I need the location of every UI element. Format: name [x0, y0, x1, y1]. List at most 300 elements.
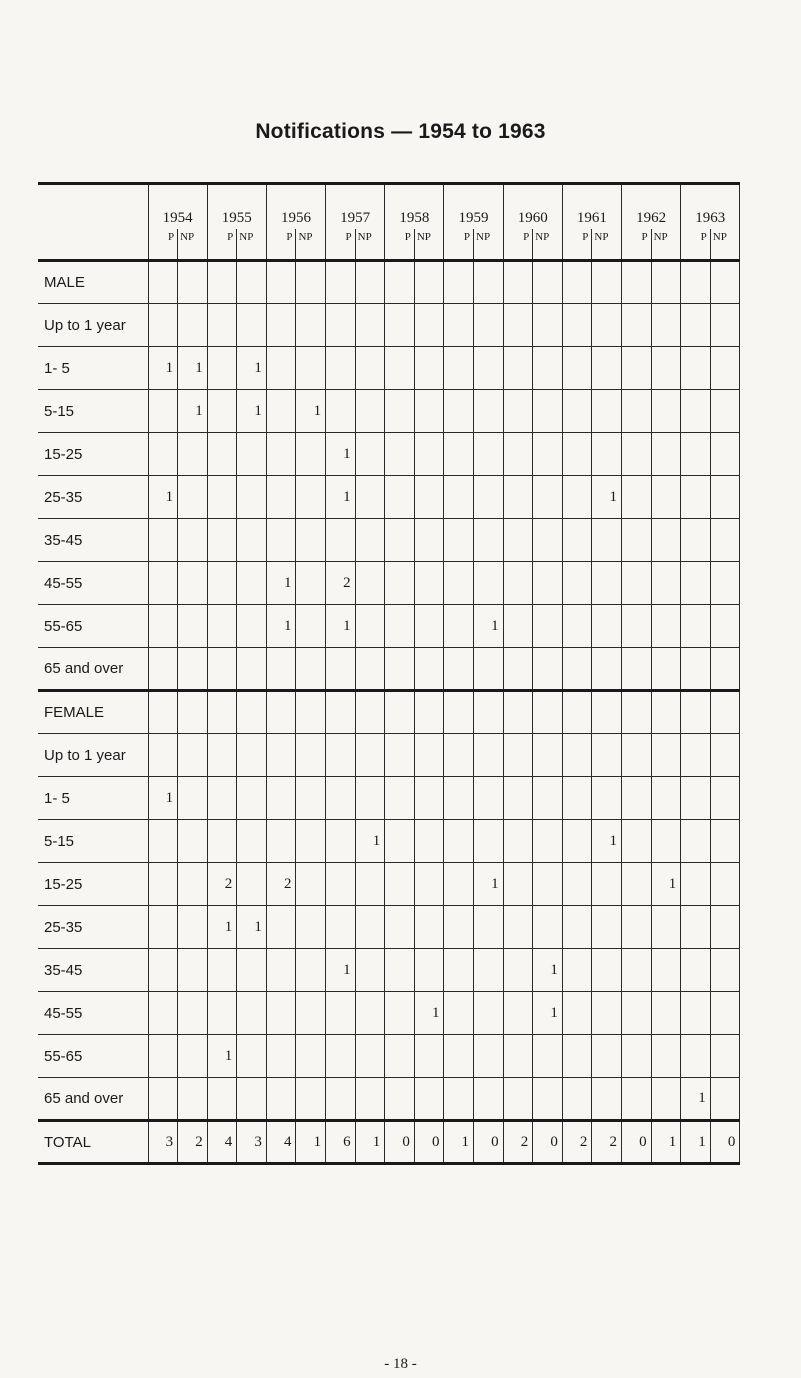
- table-cell: [592, 1035, 622, 1078]
- table-cell: [266, 906, 296, 949]
- table-cell: [178, 433, 208, 476]
- table-row: [38, 519, 740, 562]
- table-cell: 1: [681, 1121, 711, 1164]
- table-cell: [651, 949, 681, 992]
- table-cell: [681, 691, 711, 734]
- table-cell: [592, 519, 622, 562]
- table-cell: [503, 1078, 533, 1121]
- table-cell: [533, 820, 563, 863]
- table-cell: [266, 390, 296, 433]
- table-cell: [207, 519, 237, 562]
- table-cell: [651, 906, 681, 949]
- table-header: [38, 184, 740, 261]
- table-cell: [622, 992, 652, 1035]
- table-cell: [592, 949, 622, 992]
- row-label: 5-15: [38, 820, 148, 863]
- table-cell: [562, 261, 592, 304]
- table-cell: [651, 734, 681, 777]
- table-cell: [533, 433, 563, 476]
- table-cell: 2: [326, 562, 356, 605]
- table-cell: [355, 949, 385, 992]
- table-cell: [503, 1035, 533, 1078]
- table-cell: [444, 390, 474, 433]
- table-cell: [266, 648, 296, 691]
- table-cell: [444, 519, 474, 562]
- table-cell: [444, 304, 474, 347]
- table-row: [38, 347, 740, 390]
- np-subheader: NP: [533, 229, 563, 261]
- table-cell: 0: [710, 1121, 740, 1164]
- table-cell: [533, 304, 563, 347]
- table-cell: [444, 1035, 474, 1078]
- table-cell: [355, 734, 385, 777]
- table-cell: [503, 906, 533, 949]
- table-cell: [266, 691, 296, 734]
- table-cell: [474, 949, 504, 992]
- table-cell: [533, 734, 563, 777]
- table-cell: [237, 863, 267, 906]
- table-cell: [355, 1035, 385, 1078]
- page-title: Notifications — 1954 to 1963: [255, 120, 546, 143]
- table-cell: [385, 992, 415, 1035]
- table-cell: [178, 734, 208, 777]
- row-label: 55-65: [38, 1035, 148, 1078]
- table-cell: [237, 734, 267, 777]
- table-cell: [355, 261, 385, 304]
- table-row: [38, 1078, 740, 1121]
- table-cell: 1: [592, 820, 622, 863]
- table-cell: [710, 949, 740, 992]
- table-cell: [710, 691, 740, 734]
- table-cell: [562, 648, 592, 691]
- table-cell: 0: [533, 1121, 563, 1164]
- table-cell: [503, 777, 533, 820]
- table-cell: [237, 949, 267, 992]
- p-subheader: P: [326, 229, 356, 261]
- table-cell: [414, 433, 444, 476]
- table-cell: [148, 906, 178, 949]
- table-cell: [503, 304, 533, 347]
- table-cell: [148, 519, 178, 562]
- table-cell: [266, 304, 296, 347]
- table-cell: [533, 648, 563, 691]
- table-cell: 3: [148, 1121, 178, 1164]
- table-cell: [710, 304, 740, 347]
- table-cell: [444, 562, 474, 605]
- table-cell: [148, 304, 178, 347]
- table-cell: 1: [651, 1121, 681, 1164]
- table-cell: [592, 261, 622, 304]
- table-cell: [474, 304, 504, 347]
- table-cell: 1: [474, 605, 504, 648]
- table-cell: [444, 734, 474, 777]
- table-cell: [622, 304, 652, 347]
- table-cell: [651, 992, 681, 1035]
- table-cell: [651, 1035, 681, 1078]
- table-cell: [178, 992, 208, 1035]
- table-cell: [710, 347, 740, 390]
- table-cell: 1: [326, 949, 356, 992]
- table-cell: [533, 390, 563, 433]
- table-cell: 1: [178, 347, 208, 390]
- table-cell: 1: [474, 863, 504, 906]
- table-cell: [592, 562, 622, 605]
- table-cell: 2: [207, 863, 237, 906]
- table-cell: [385, 261, 415, 304]
- table-cell: [207, 691, 237, 734]
- table-cell: [681, 347, 711, 390]
- table-cell: 4: [266, 1121, 296, 1164]
- table-cell: [592, 1078, 622, 1121]
- table-cell: [207, 992, 237, 1035]
- table-cell: [592, 605, 622, 648]
- table-cell: [503, 261, 533, 304]
- table-cell: 1: [266, 605, 296, 648]
- table-cell: [474, 347, 504, 390]
- table-cell: [681, 648, 711, 691]
- table-cell: [385, 1078, 415, 1121]
- table-cell: [355, 863, 385, 906]
- table-cell: [622, 734, 652, 777]
- table-cell: [355, 648, 385, 691]
- table-cell: [178, 605, 208, 648]
- table-cell: 0: [385, 1121, 415, 1164]
- table-cell: [266, 519, 296, 562]
- table-cell: [266, 820, 296, 863]
- year-header: 1962: [622, 184, 681, 230]
- table-cell: [266, 992, 296, 1035]
- row-label: MALE: [38, 261, 148, 304]
- table-cell: [296, 1035, 326, 1078]
- row-label: Up to 1 year: [38, 734, 148, 777]
- table-cell: [503, 691, 533, 734]
- table-cell: [414, 777, 444, 820]
- table-cell: [622, 906, 652, 949]
- table-cell: [651, 476, 681, 519]
- table-cell: [622, 347, 652, 390]
- table-cell: 1: [266, 562, 296, 605]
- table-cell: [266, 347, 296, 390]
- table-cell: [296, 1078, 326, 1121]
- table-row: [38, 648, 740, 691]
- p-subheader: P: [207, 229, 237, 261]
- table-cell: 1: [326, 476, 356, 519]
- table-cell: [710, 1035, 740, 1078]
- table-cell: [414, 562, 444, 605]
- table-cell: [296, 820, 326, 863]
- table-cell: [710, 476, 740, 519]
- table-row: [38, 820, 740, 863]
- table-cell: 1: [237, 390, 267, 433]
- year-header: 1959: [444, 184, 503, 230]
- year-header: 1954: [148, 184, 207, 230]
- row-label: 55-65: [38, 605, 148, 648]
- p-subheader: P: [503, 229, 533, 261]
- table-row: [38, 476, 740, 519]
- table-cell: [266, 476, 296, 519]
- table-cell: [592, 734, 622, 777]
- table-cell: [326, 519, 356, 562]
- table-cell: [474, 906, 504, 949]
- table-cell: [651, 390, 681, 433]
- row-label: 45-55: [38, 992, 148, 1035]
- table-cell: [178, 777, 208, 820]
- table-cell: 2: [266, 863, 296, 906]
- table-cell: [503, 562, 533, 605]
- table-cell: [562, 820, 592, 863]
- table-cell: [237, 1035, 267, 1078]
- table-cell: [148, 562, 178, 605]
- table-row: [38, 863, 740, 906]
- table-cell: [237, 691, 267, 734]
- table-cell: [178, 820, 208, 863]
- table-cell: [444, 1078, 474, 1121]
- table-cell: [266, 734, 296, 777]
- table-cell: [503, 734, 533, 777]
- table-cell: [148, 820, 178, 863]
- table-row: [38, 1035, 740, 1078]
- table-cell: [592, 433, 622, 476]
- table-cell: [207, 734, 237, 777]
- table-cell: [148, 691, 178, 734]
- table-cell: [266, 949, 296, 992]
- table-cell: [355, 304, 385, 347]
- table-cell: [474, 1035, 504, 1078]
- table-cell: [592, 347, 622, 390]
- table-cell: 2: [592, 1121, 622, 1164]
- table-cell: [296, 777, 326, 820]
- table-cell: [592, 648, 622, 691]
- table-cell: 1: [355, 820, 385, 863]
- table-cell: [414, 519, 444, 562]
- table-cell: [444, 691, 474, 734]
- table-cell: [681, 433, 711, 476]
- table-cell: [503, 648, 533, 691]
- table-cell: 1: [207, 1035, 237, 1078]
- table-cell: [207, 347, 237, 390]
- table-cell: [178, 949, 208, 992]
- table-cell: [562, 863, 592, 906]
- table-cell: [681, 992, 711, 1035]
- table-cell: [444, 863, 474, 906]
- table-cell: [444, 605, 474, 648]
- table-cell: [681, 476, 711, 519]
- table-cell: [385, 863, 415, 906]
- table-cell: 2: [562, 1121, 592, 1164]
- table-cell: [710, 519, 740, 562]
- row-label: 25-35: [38, 476, 148, 519]
- table-cell: [355, 562, 385, 605]
- table-cell: [651, 562, 681, 605]
- table-cell: [592, 863, 622, 906]
- table-cell: [503, 992, 533, 1035]
- table-cell: [237, 820, 267, 863]
- row-label: 65 and over: [38, 1078, 148, 1121]
- table-cell: [326, 906, 356, 949]
- table-cell: [414, 605, 444, 648]
- table-cell: [710, 734, 740, 777]
- table-cell: [681, 562, 711, 605]
- table-cell: 3: [237, 1121, 267, 1164]
- table-cell: [237, 261, 267, 304]
- table-cell: [414, 691, 444, 734]
- table-cell: [622, 777, 652, 820]
- table-cell: [414, 734, 444, 777]
- table-cell: [237, 476, 267, 519]
- table-cell: [207, 777, 237, 820]
- table-cell: [710, 648, 740, 691]
- table-cell: [562, 605, 592, 648]
- table-cell: [533, 691, 563, 734]
- table-cell: [562, 1078, 592, 1121]
- table-cell: [533, 906, 563, 949]
- np-subheader: NP: [355, 229, 385, 261]
- table-cell: [296, 562, 326, 605]
- table-cell: [651, 433, 681, 476]
- np-subheader: NP: [651, 229, 681, 261]
- table-row: [38, 906, 740, 949]
- year-header: 1956: [266, 184, 325, 230]
- table-cell: [178, 261, 208, 304]
- table-cell: [178, 476, 208, 519]
- table-cell: [296, 992, 326, 1035]
- p-subheader: P: [385, 229, 415, 261]
- table-cell: [207, 1078, 237, 1121]
- table-cell: [237, 777, 267, 820]
- table-cell: [562, 691, 592, 734]
- table-cell: [444, 433, 474, 476]
- table-cell: 1: [237, 906, 267, 949]
- table-cell: [385, 906, 415, 949]
- table-cell: 1: [178, 390, 208, 433]
- np-subheader: NP: [710, 229, 740, 261]
- table-row: [38, 734, 740, 777]
- table-cell: [710, 605, 740, 648]
- table-cell: [562, 433, 592, 476]
- table-cell: [681, 906, 711, 949]
- table-cell: [296, 261, 326, 304]
- table-cell: [533, 347, 563, 390]
- table-cell: [681, 820, 711, 863]
- table-cell: [414, 347, 444, 390]
- row-label: FEMALE: [38, 691, 148, 734]
- table-cell: [207, 949, 237, 992]
- table-cell: [207, 304, 237, 347]
- table-cell: [296, 734, 326, 777]
- table-cell: [710, 562, 740, 605]
- table-cell: [385, 562, 415, 605]
- table-cell: [148, 1078, 178, 1121]
- table-cell: [326, 734, 356, 777]
- table-cell: [622, 261, 652, 304]
- table-cell: [326, 1035, 356, 1078]
- header-corner: [38, 184, 148, 230]
- table-cell: [503, 519, 533, 562]
- table-cell: 1: [237, 347, 267, 390]
- table-cell: [444, 992, 474, 1035]
- table-cell: [562, 992, 592, 1035]
- table-row: [38, 949, 740, 992]
- year-header: 1958: [385, 184, 444, 230]
- table-cell: [326, 992, 356, 1035]
- table-cell: [266, 1035, 296, 1078]
- row-label: 15-25: [38, 863, 148, 906]
- table-cell: [207, 261, 237, 304]
- row-label: 65 and over: [38, 648, 148, 691]
- table-cell: [355, 476, 385, 519]
- table-cell: 2: [503, 1121, 533, 1164]
- table-cell: [651, 820, 681, 863]
- table-cell: 1: [355, 1121, 385, 1164]
- table-cell: [207, 433, 237, 476]
- np-subheader: NP: [178, 229, 208, 261]
- table-cell: [296, 476, 326, 519]
- total-row: [38, 1121, 740, 1164]
- table-cell: [562, 562, 592, 605]
- table-cell: [592, 777, 622, 820]
- table-cell: [414, 949, 444, 992]
- table-cell: [148, 1035, 178, 1078]
- table-cell: [414, 648, 444, 691]
- table-row: [38, 992, 740, 1035]
- table-cell: [266, 777, 296, 820]
- table-cell: 1: [533, 949, 563, 992]
- year-header: 1961: [562, 184, 621, 230]
- table-cell: [237, 1078, 267, 1121]
- row-label: 1- 5: [38, 347, 148, 390]
- table-cell: [710, 906, 740, 949]
- table-cell: [562, 1035, 592, 1078]
- table-cell: [148, 863, 178, 906]
- table-cell: [681, 949, 711, 992]
- table-cell: [178, 562, 208, 605]
- table-cell: [237, 605, 267, 648]
- year-header: 1957: [326, 184, 385, 230]
- table-cell: [385, 605, 415, 648]
- table-cell: 1: [148, 347, 178, 390]
- table-cell: [503, 605, 533, 648]
- table-cell: [622, 949, 652, 992]
- table-cell: [296, 347, 326, 390]
- table-cell: [414, 261, 444, 304]
- table-row: [38, 304, 740, 347]
- table-cell: [474, 390, 504, 433]
- table-cell: 1: [148, 476, 178, 519]
- table-cell: [237, 562, 267, 605]
- table-cell: [681, 304, 711, 347]
- year-header: 1955: [207, 184, 266, 230]
- table-cell: [681, 605, 711, 648]
- table-cell: [266, 1078, 296, 1121]
- row-label: 35-45: [38, 519, 148, 562]
- table-cell: [681, 390, 711, 433]
- table-cell: [444, 949, 474, 992]
- row-label: 45-55: [38, 562, 148, 605]
- table-cell: [474, 820, 504, 863]
- table-cell: [148, 261, 178, 304]
- table-cell: [326, 1078, 356, 1121]
- section-header-row: [38, 691, 740, 734]
- table-cell: [710, 820, 740, 863]
- table-cell: [622, 519, 652, 562]
- table-cell: [207, 476, 237, 519]
- table-cell: [503, 863, 533, 906]
- np-subheader: NP: [414, 229, 444, 261]
- table-cell: [474, 992, 504, 1035]
- table-cell: 0: [414, 1121, 444, 1164]
- row-label: 35-45: [38, 949, 148, 992]
- table-cell: [444, 648, 474, 691]
